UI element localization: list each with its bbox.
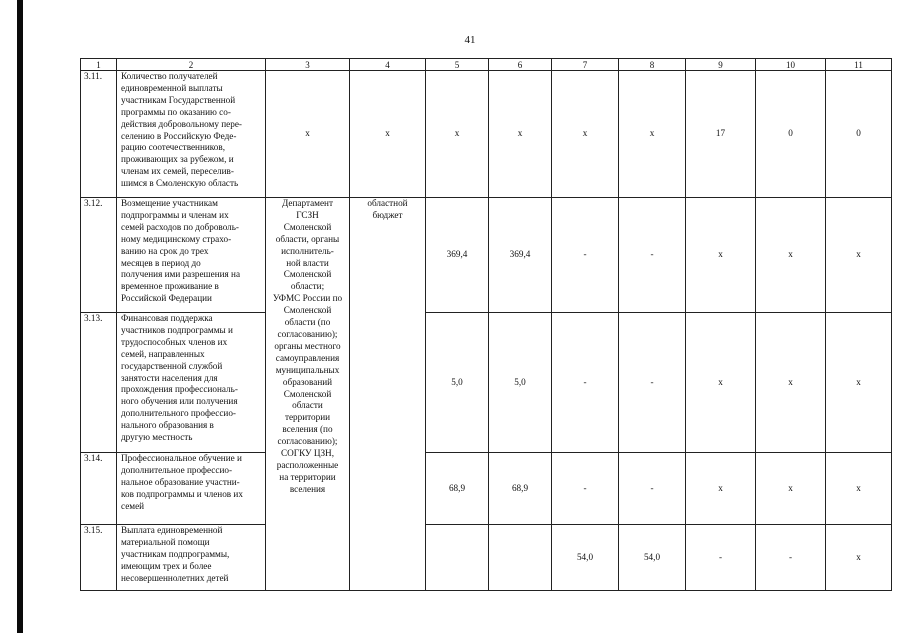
cell-c5: 68,9 <box>426 453 489 525</box>
header-cell: 9 <box>686 59 756 71</box>
header-cell: 2 <box>117 59 266 71</box>
cell-c9: x <box>686 453 756 525</box>
cell-c9: x <box>686 198 756 313</box>
cell-c5: 369,4 <box>426 198 489 313</box>
cell-c7: - <box>686 525 756 591</box>
scan-edge-bar <box>17 0 23 633</box>
cell-c8: - <box>756 525 826 591</box>
cell-c11: x <box>826 313 892 453</box>
row-number: 3.12. <box>81 198 117 313</box>
cell-c8: x <box>619 71 686 198</box>
row-description: Выплата единовременной материальной помощи участникам подпрограммы, имеющим трех и более несовершеннолетних детей <box>117 525 266 591</box>
cell-c3: x <box>266 71 350 198</box>
cell-c4: x <box>350 71 426 198</box>
cell-c11: x <box>826 453 892 525</box>
program-table <box>80 58 892 591</box>
header-row <box>81 59 892 71</box>
row-number: 3.14. <box>81 453 117 525</box>
cell-c8: - <box>619 198 686 313</box>
cell-c6: 5,0 <box>489 313 552 453</box>
row-description: Профессиональное обучение и дополнительное профессио- нальное образование участни- ков подпрограммы и членов их семей <box>117 453 266 525</box>
funding-source: областной бюджет <box>350 198 426 591</box>
cell-c10: 0 <box>756 71 826 198</box>
header-cell: 7 <box>552 59 619 71</box>
cell-c9: x <box>686 313 756 453</box>
row-description: Возмещение участникам подпрограммы и членам их семей расходов по доброволь- ному медицинскому страхо- ванию на срок до трех месяцев в период до получения ими разрешения на временное проживание в Российской Федерации <box>117 198 266 313</box>
page-number: 41 <box>464 34 476 46</box>
header-cell: 5 <box>426 59 489 71</box>
row-number: 3.11. <box>81 71 117 198</box>
cell-c5: 5,0 <box>426 313 489 453</box>
cell-c5: 54,0 <box>552 525 619 591</box>
cell-c8: - <box>619 453 686 525</box>
table-row <box>81 453 892 525</box>
row-number: 3.15. <box>81 525 117 591</box>
cell-c7: - <box>552 313 619 453</box>
table-row <box>81 313 892 453</box>
header-cell: 10 <box>756 59 826 71</box>
cell-c3 <box>426 525 489 591</box>
cell-c9: 17 <box>686 71 756 198</box>
row-description: Финансовая поддержка участников подпрограммы и трудоспособных членов их семей, направленных государственной службой занятости населения для прохождения профессиональ- ного обучения или получения дополнительного профессио- нального образования в другую местность <box>117 313 266 453</box>
cell-c10: x <box>756 198 826 313</box>
cell-c6: 369,4 <box>489 198 552 313</box>
cell-c11: 0 <box>826 71 892 198</box>
cell-c7: - <box>552 453 619 525</box>
header-cell: 4 <box>350 59 426 71</box>
cell-c4 <box>489 525 552 591</box>
header-cell: 3 <box>266 59 350 71</box>
cell-c10: x <box>756 313 826 453</box>
header-cell: 6 <box>489 59 552 71</box>
cell-c8: - <box>619 313 686 453</box>
row-description: Количество получателей единовременной выплаты участникам Государственной программы по оказанию со- действия добровольному пере- селению в Российскую Феде- рацию соотечественников, проживающих за рубежом, и членам их семей, переселив- шимся в Смоленскую область <box>117 71 266 198</box>
cell-c7: - <box>552 198 619 313</box>
table-row <box>81 198 892 313</box>
responsible-department: Департамент ГСЗН Смоленской области, органы исполнитель- ной власти Смоленской области; УФМС России по Смоленской области (по согласованию); органы местного самоуправления муниципальных образований Смоленской области территории вселения (по согласованию); СОГКУ ЦЗН, расположенные на территории вселения <box>266 198 350 591</box>
header-cell: 1 <box>81 59 117 71</box>
cell-c6: 54,0 <box>619 525 686 591</box>
table-row <box>81 71 892 198</box>
cell-c11: x <box>826 198 892 313</box>
header-cell: 11 <box>826 59 892 71</box>
cell-c6: x <box>489 71 552 198</box>
table-row <box>81 525 892 591</box>
cell-c6: 68,9 <box>489 453 552 525</box>
row-number: 3.13. <box>81 313 117 453</box>
cell-c9: x <box>826 525 892 591</box>
cell-c10: x <box>756 453 826 525</box>
cell-c5: x <box>426 71 489 198</box>
cell-c7: x <box>552 71 619 198</box>
header-cell: 8 <box>619 59 686 71</box>
